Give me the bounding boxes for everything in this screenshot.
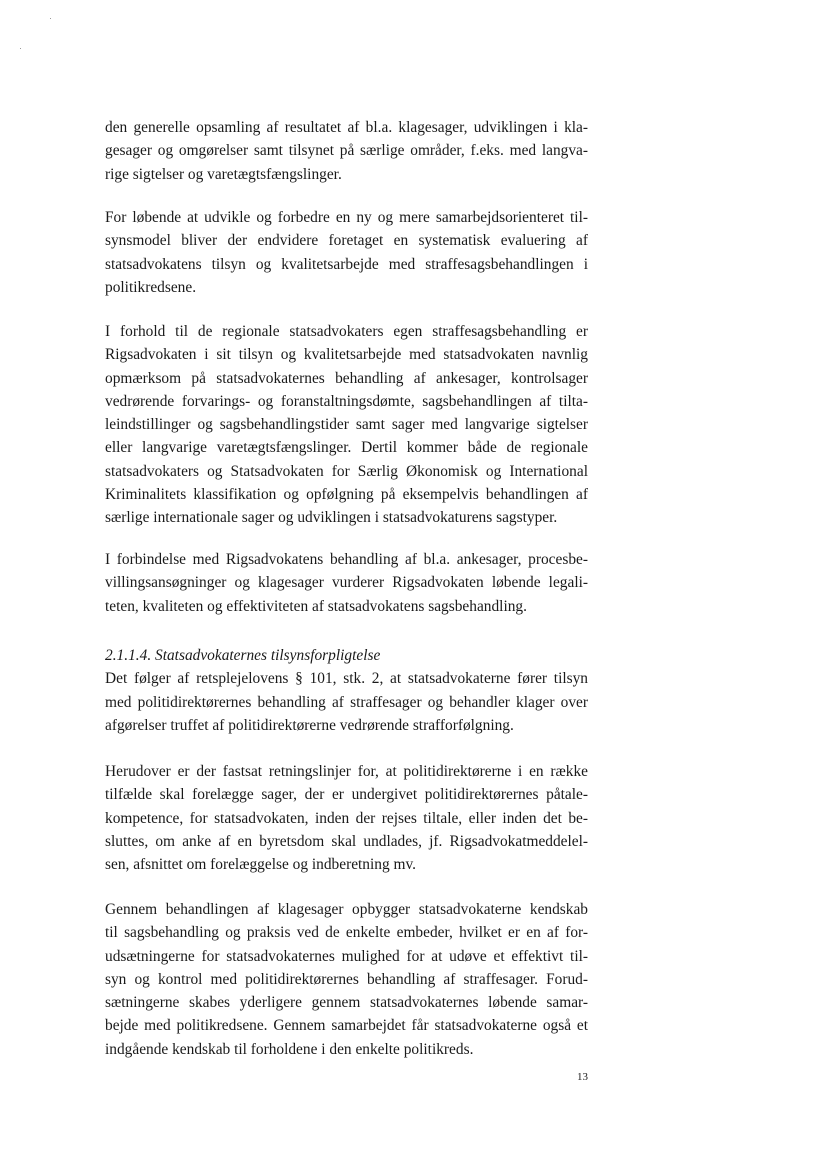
text-line: Rigsadvokaten i sit tilsyn og kvalitetsarbejde med statsadvokaten navnlig: [105, 346, 588, 364]
paragraph-2: [105, 206, 588, 299]
text-line: statsadvokaters og Statsadvokaten for Særlig Økonomisk og International: [105, 462, 588, 480]
text-line: Kriminalitets klassifikation og opfølgning på eksempelvis behandlingen af: [105, 486, 588, 504]
text-line: politikredsene.: [105, 278, 197, 296]
paragraph-1: [105, 116, 588, 186]
scan-speck: [50, 18, 51, 19]
text-line: Herudover er der fastsat retningslinjer for, at politidirektørerne i en række: [105, 763, 588, 780]
text-line: statsadvokatens tilsyn og kvalitetsarbejde med straffesagsbehandlingen i: [105, 255, 588, 273]
text-line: sluttes, om anke af en byretsdom skal undlades, jf. Rigsadvokatmeddelel-: [105, 832, 588, 850]
text-line: For løbende at udvikle og forbedre en ny og mere samarbejdsorienteret til-: [105, 209, 588, 226]
text-line: leindstillinger og sagsbehandlingstider samt sager med langvarige sigtelser: [105, 416, 588, 434]
scan-speck: [20, 48, 21, 49]
text-line: sen, afsnittet om forelæggelse og indberetning mv.: [105, 856, 417, 874]
text-line: I forbindelse med Rigsadvokatens behandling af bl.a. ankesager, procesbe-: [105, 551, 588, 568]
page-number: 13: [577, 1071, 588, 1083]
text-line: Det følger af retsplejelovens § 101, stk. 2, at statsadvokaterne fører tilsyn: [105, 670, 588, 688]
paragraph-7: [105, 898, 588, 1061]
text-line: syn og kontrol med politidirektørernes behandling af straffesager. Forud-: [105, 970, 588, 988]
text-line: med politidirektørernes behandling af straffesager og behandler klager over: [105, 693, 588, 711]
text-line: Gennem behandlingen af klagesager opbygger statsadvokaterne kendskab: [105, 901, 588, 918]
text-line: synsmodel bliver der endvidere foretaget en systematisk evaluering af: [105, 232, 588, 250]
text-line: særlige internationale sager og udviklingen i statsadvokaturens sagstyper.: [105, 509, 558, 527]
text-line: til sagsbehandling og praksis ved de enkelte embeder, hvilket er en af for-: [105, 924, 588, 942]
text-line: eller langvarige varetægtsfængslinger. Dertil kommer både de regionale: [105, 439, 588, 457]
text-line: gesager og omgørelser samt tilsynet på særlige områder, f.eks. med langva-: [105, 142, 588, 160]
text-line: teten, kvaliteten og effektiviteten af statsadvokatens sagsbehandling.: [105, 597, 527, 615]
text-line: indgående kendskab til forholdene i den enkelte politikreds.: [105, 1040, 474, 1058]
section-2-1-1-4: [105, 644, 588, 737]
text-line: afgørelser truffet af politidirektørerne vedrørende strafforfølgning.: [105, 716, 514, 734]
paragraph-4: [105, 548, 588, 618]
text-line: udsætningerne for statsadvokaternes mulighed for at udøve et effektivt til-: [105, 947, 588, 965]
text-line: bejde med politikredsene. Gennem samarbejdet får statsadvokaterne også et: [105, 1017, 588, 1035]
paragraph-6: [105, 760, 588, 876]
section-heading: 2.1.1.4. Statsadvokaternes tilsynsforpligtelse: [105, 647, 381, 664]
text-line: opmærksom på statsadvokaternes behandling af ankesager, kontrolsager: [105, 369, 588, 387]
text-line: villingsansøgninger og klagesager vurderer Rigsadvokaten løbende legali-: [105, 574, 588, 592]
paragraph-3: [105, 320, 588, 530]
text-line: rige sigtelser og varetægtsfængslinger.: [105, 165, 342, 183]
text-line: den generelle opsamling af resultatet af bl.a. klagesager, udviklingen i kla-: [105, 119, 588, 136]
text-line: sætningerne skabes yderligere gennem statsadvokaternes løbende samar-: [105, 994, 588, 1012]
text-line: kompetence, for statsadvokaten, inden der rejses tiltale, eller inden det be-: [105, 809, 588, 827]
text-line: vedrørende forvarings- og foranstaltningsdømte, sagsbehandlingen af tilta-: [105, 392, 588, 410]
text-line: I forhold til de regionale statsadvokaters egen straffesagsbehandling er: [105, 323, 588, 340]
text-line: tilfælde skal forelægge sager, der er undergivet politidirektørernes påtale-: [105, 786, 588, 804]
